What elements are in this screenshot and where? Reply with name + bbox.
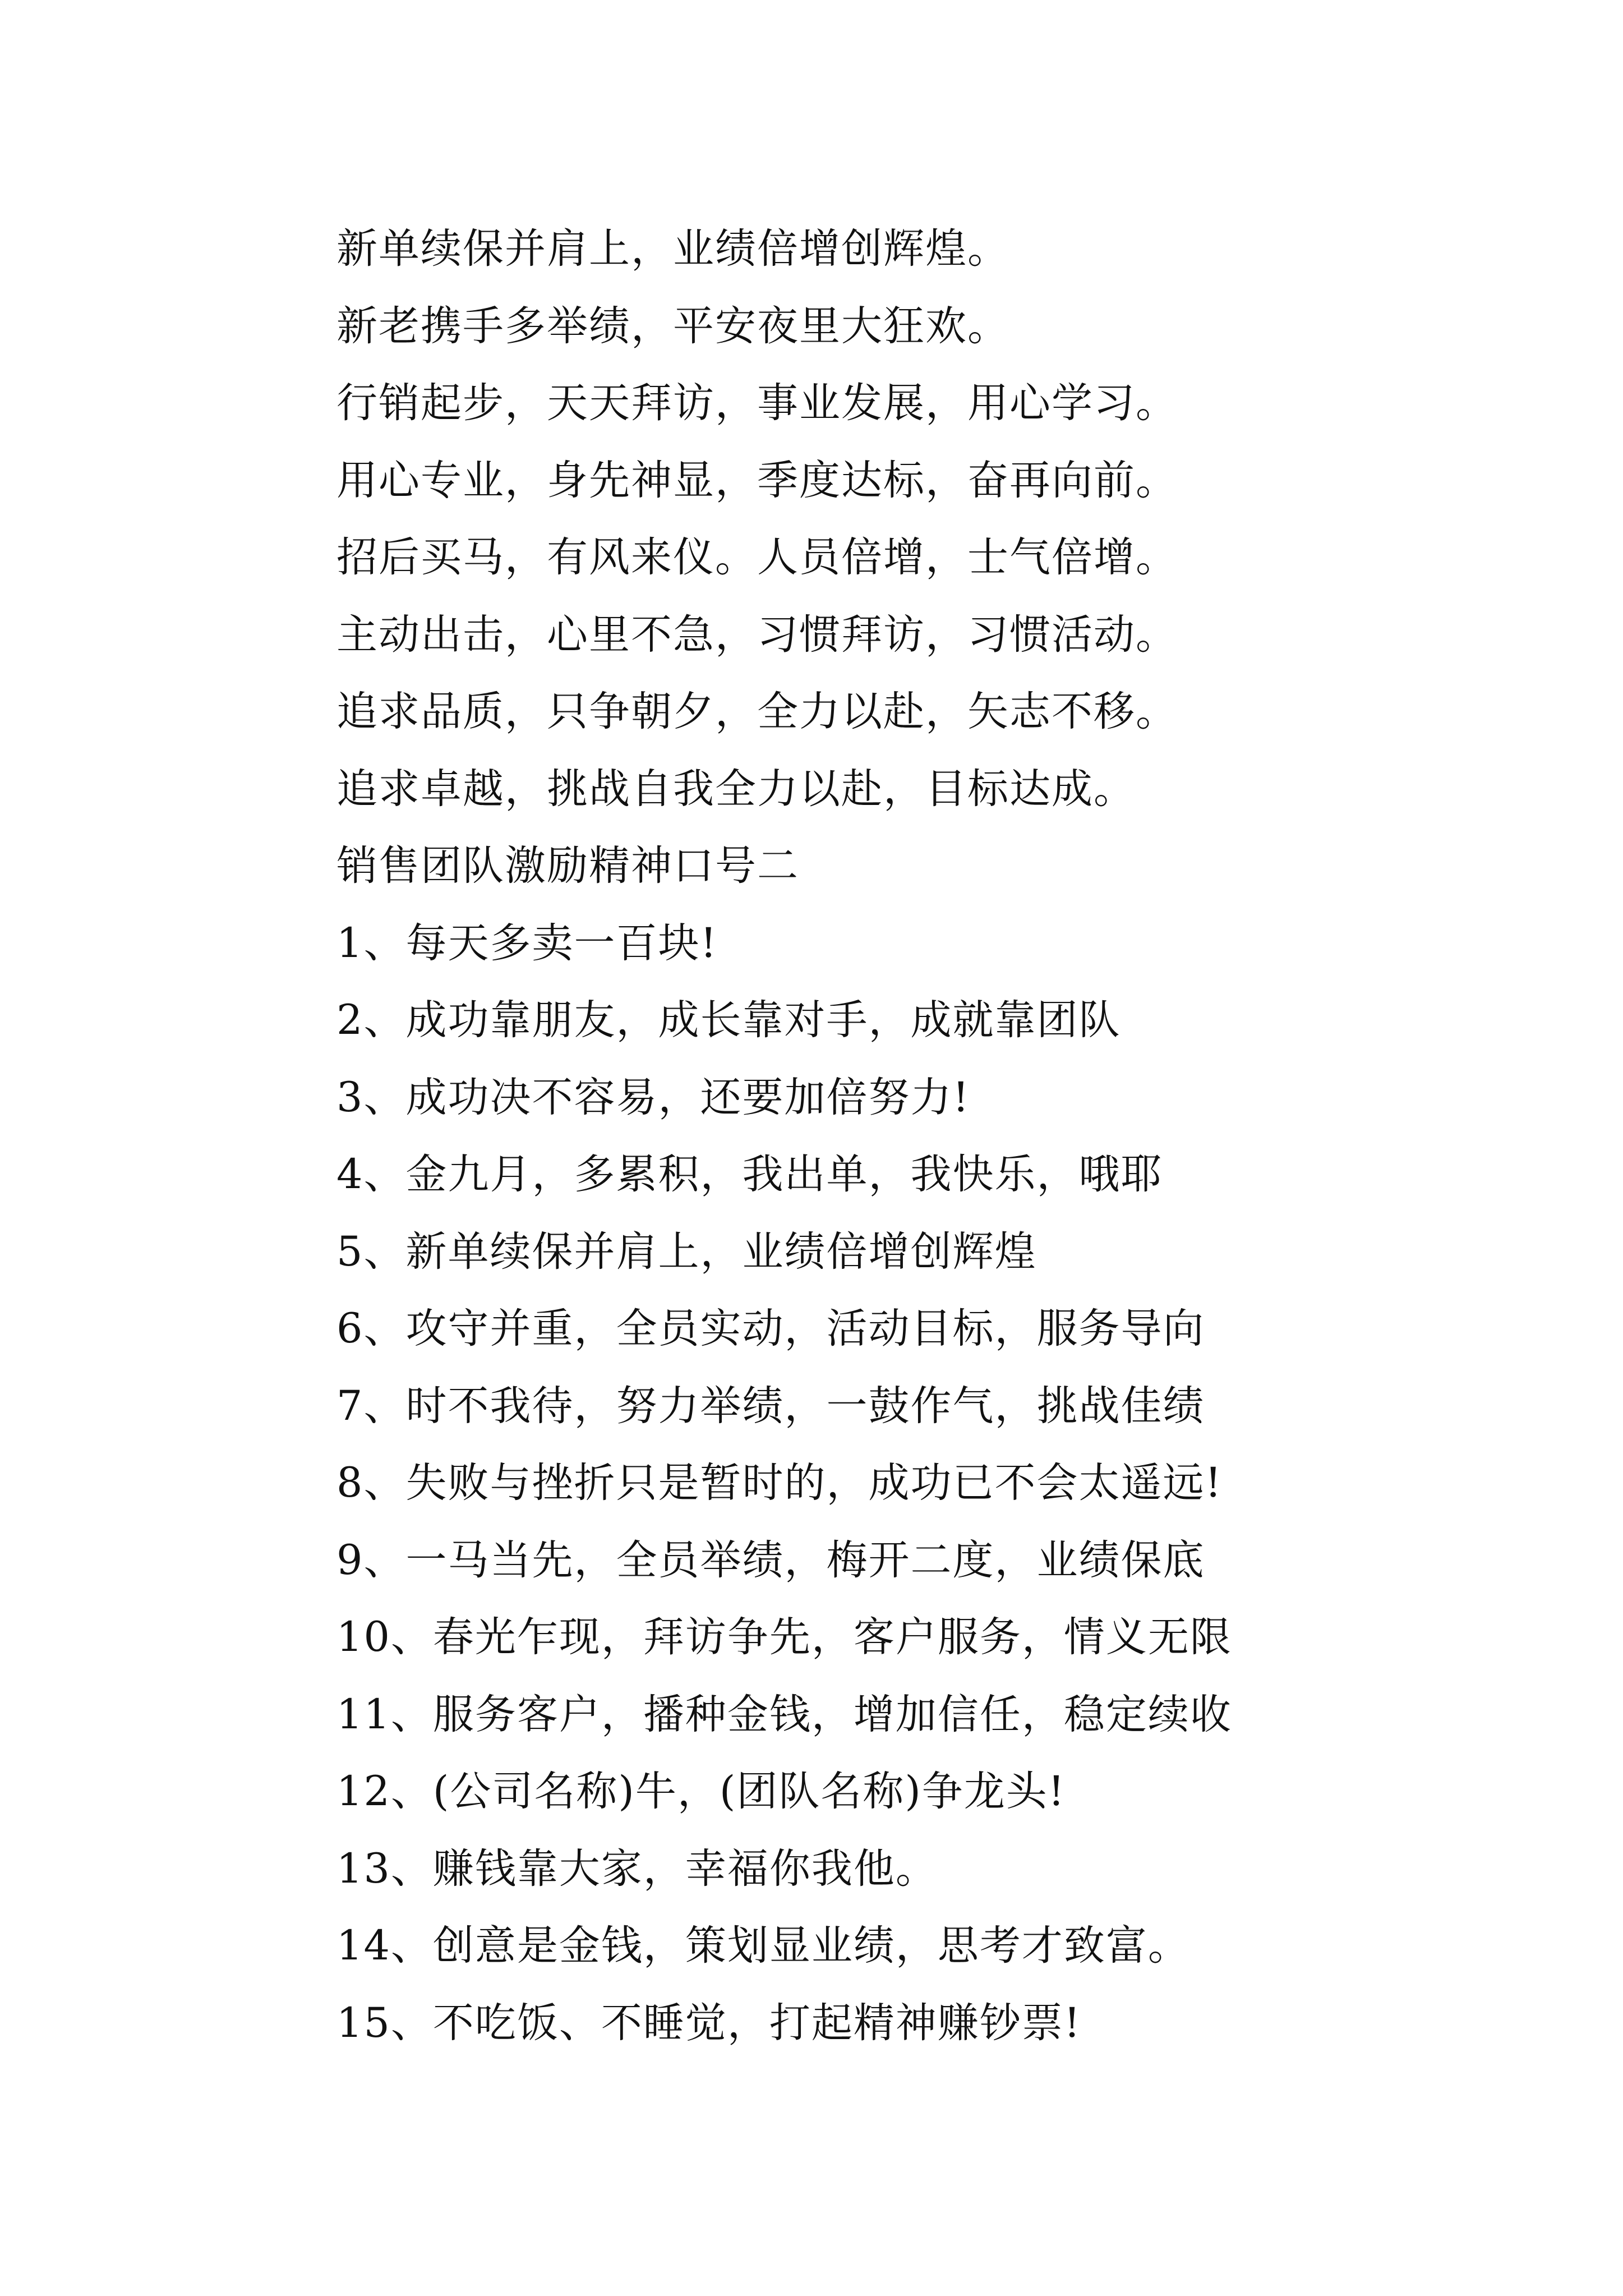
text-line: 新单续保并肩上，业绩倍增创辉煌。 [336,225,1009,273]
text-line: 行销起步，天天拜访，事业发展，用心学习。 [336,379,1178,427]
list-item: 13、赚钱靠大家，幸福你我他。 [336,1844,938,1893]
text-line: 追求品质，只争朝夕，全力以赴，矢志不移。 [336,688,1178,735]
text-line: 用心专业，身先神显，季度达标，奋再向前。 [336,456,1178,504]
list-item: 8、失败与挫折只是暂时的，成功已不会太遥远! [336,1459,1223,1507]
list-item: 11、服务客户，播种金钱，增加信任，稳定续收 [336,1690,1232,1738]
list-item: 10、春光乍现，拜访争先，客户服务，情义无限 [336,1613,1232,1661]
text-line: 主动出击，心里不急，习惯拜访，习惯活动。 [336,610,1178,659]
list-item: 6、攻守并重，全员实动，活动目标，服务导向 [336,1305,1205,1352]
list-item: 14、创意是金钱，策划显业绩，思考才致富。 [336,1922,1190,1970]
section-heading: 销售团队激励精神口号二 [336,842,799,890]
text-line: 招后买马，有风来仪。人员倍增，士气倍增。 [336,533,1178,581]
list-item: 5、新单续保并肩上，业绩倍增创辉煌 [336,1227,1037,1276]
list-item: 4、金九月，多累积，我出单，我快乐，哦耶 [336,1151,1163,1198]
list-item: 12、(公司名称)牛，(团队名称)争龙头! [336,1768,1066,1815]
list-item: 15、不吃饭、不睡觉，打起精神赚钞票! [336,1999,1082,2047]
list-item: 2、成功靠朋友，成长靠对手，成就靠团队 [336,996,1121,1044]
list-item: 3、成功决不容易，还要加倍努力! [336,1073,970,1121]
document-body [336,210,1458,2062]
list-item: 7、时不我待，努力举绩，一鼓作气，挑战佳绩 [336,1382,1205,1430]
list-item: 1、每天多卖一百块! [336,919,718,967]
text-line: 新老携手多举绩，平安夜里大狂欢。 [336,302,1009,350]
list-item: 9、一马当先，全员举绩，梅开二度，业绩保底 [336,1536,1205,1584]
text-line: 追求卓越，挑战自我全力以赴，目标达成。 [336,765,1136,813]
